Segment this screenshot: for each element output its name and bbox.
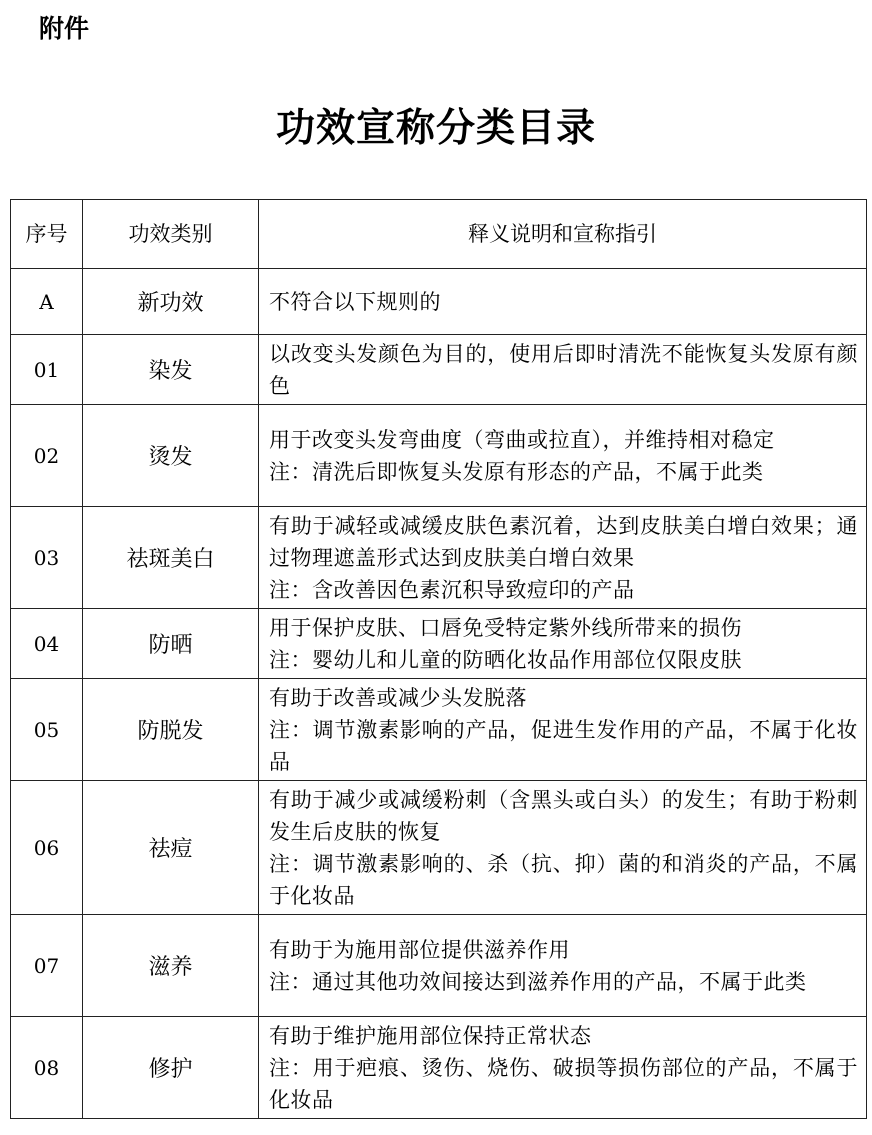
row-index: 04 (11, 609, 83, 679)
attachment-label: 附件 (39, 14, 90, 43)
table-row (11, 781, 867, 915)
row-index: 03 (11, 507, 83, 609)
table-header-row (11, 200, 867, 269)
description-note: 注：含改善因色素沉积导致痘印的产品 (269, 577, 635, 602)
description-note: 注：婴幼儿和儿童的防晒化妆品作用部位仅限皮肤 (269, 647, 742, 672)
table-row (11, 269, 867, 335)
header-index: 序号 (11, 200, 83, 269)
table-body (11, 269, 867, 1119)
description-note: 注：用于疤痕、烫伤、烧伤、破损等损伤部位的产品，不属于化妆品 (269, 1055, 858, 1112)
table-row (11, 679, 867, 781)
table-row (11, 915, 867, 1017)
header-category: 功效类别 (83, 200, 259, 269)
row-index: 07 (11, 915, 83, 1017)
description-note: 注：调节激素影响的、杀（抗、抑）菌的和消炎的产品，不属于化妆品 (269, 851, 858, 908)
row-description (259, 781, 867, 915)
description-text: 用于改变头发弯曲度（弯曲或拉直），并维持相对稳定 (269, 427, 775, 452)
description-text: 有助于减少或减缓粉刺（含黑头或白头）的发生；有助于粉刺发生后皮肤的恢复 (269, 787, 858, 844)
description-text: 有助于减轻或减缓皮肤色素沉着，达到皮肤美白增白效果；通过物理遮盖形式达到皮肤美白增白效果 (269, 513, 858, 570)
description-note: 注：调节激素影响的产品，促进生发作用的产品，不属于化妆品 (269, 717, 858, 774)
header-description: 释义说明和宣称指引 (259, 200, 867, 269)
description-note: 注：通过其他功效间接达到滋养作用的产品，不属于此类 (269, 969, 807, 994)
description-note: 注：清洗后即恢复头发原有形态的产品，不属于此类 (269, 459, 764, 484)
table-row (11, 405, 867, 507)
row-description (259, 1017, 867, 1119)
row-category: 新功效 (83, 269, 259, 335)
row-description (259, 915, 867, 1017)
description-text: 用于保护皮肤、口唇免受特定紫外线所带来的损伤 (269, 615, 742, 640)
row-description (259, 507, 867, 609)
row-category: 祛痘 (83, 781, 259, 915)
description-text: 有助于改善或减少头发脱落 (269, 685, 527, 710)
description-text: 以改变头发颜色为目的，使用后即时清洗不能恢复头发原有颜色 (269, 341, 858, 398)
row-description (259, 609, 867, 679)
row-index: 02 (11, 405, 83, 507)
table-row (11, 335, 867, 405)
row-category: 烫发 (83, 405, 259, 507)
row-category: 防脱发 (83, 679, 259, 781)
row-index: 08 (11, 1017, 83, 1119)
row-category: 染发 (83, 335, 259, 405)
row-category: 祛斑美白 (83, 507, 259, 609)
row-index: A (11, 269, 83, 335)
description-text: 有助于维护施用部位保持正常状态 (269, 1023, 592, 1048)
description-text: 有助于为施用部位提供滋养作用 (269, 937, 570, 962)
row-description (259, 405, 867, 507)
row-index: 01 (11, 335, 83, 405)
efficacy-catalog-table (10, 199, 867, 1119)
table-row (11, 1017, 867, 1119)
row-index: 05 (11, 679, 83, 781)
row-index: 06 (11, 781, 83, 915)
table-row (11, 507, 867, 609)
description-text: 不符合以下规则的 (269, 289, 441, 314)
document-title: 功效宣称分类目录 (275, 105, 596, 151)
row-category: 滋养 (83, 915, 259, 1017)
row-category: 修护 (83, 1017, 259, 1119)
row-category: 防晒 (83, 609, 259, 679)
row-description (259, 679, 867, 781)
table-row (11, 609, 867, 679)
row-description (259, 269, 867, 335)
row-description (259, 335, 867, 405)
